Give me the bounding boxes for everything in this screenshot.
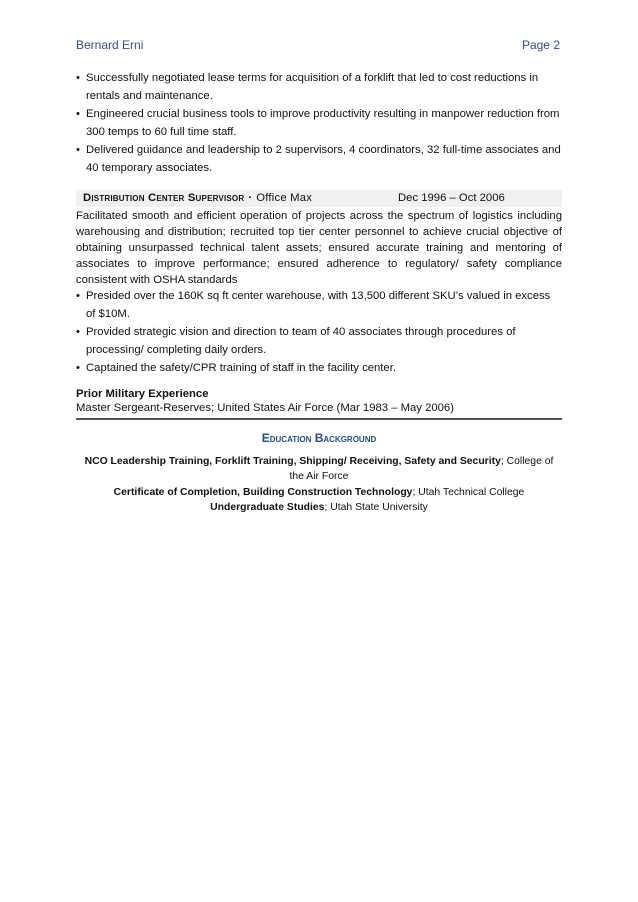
education-list xyxy=(76,454,562,516)
resume-content xyxy=(76,70,562,516)
job-company: Office Max xyxy=(256,192,313,204)
education-entry xyxy=(76,454,562,485)
education-entry-school: ; Utah Technical College xyxy=(412,486,525,498)
bullet-item: • Engineered crucial business tools to improve productivity resulting in manpower reduction from 300 temps to 60 full time staff. xyxy=(76,106,562,141)
education-entry xyxy=(76,485,562,501)
job-header-bar xyxy=(76,190,562,207)
bullet-item: • Captained the safety/CPR training of staff in the facility center. xyxy=(76,360,562,378)
bullet-item: • Delivered guidance and leadership to 2 supervisors, 4 coordinators, 32 full-time associates and 40 temporary associates. xyxy=(76,142,562,177)
job-separator: · xyxy=(248,192,253,204)
job-title: Distribution Center Supervisor xyxy=(83,192,245,204)
previous-job-bullets xyxy=(76,70,562,177)
education-entry-title: Undergraduate Studies xyxy=(210,502,325,513)
prior-military-heading: Prior Military Experience xyxy=(76,387,209,400)
education-entry-school: ; Utah State University xyxy=(324,502,428,513)
bullet-item: • Presided over the 160K sq ft center warehouse, with 13,500 different SKU’s valued in excess of $10M. xyxy=(76,288,562,323)
header-name: Bernard Erni xyxy=(76,38,144,52)
education-heading: Education Background xyxy=(261,430,377,445)
job-summary: Facilitated smooth and efficient operation of projects across the spectrum of logistics including warehousing and distribution; recruited top tier center personnel to achieve crucial objective of obtaining unsurpassed technical talent assets; ensured accurate training and mentoring of associates to improve performance; ensured adherence to regulatory/ safety compliance consistent with OSHA standards xyxy=(76,210,562,286)
education-entry-school: ; College of the Air Force xyxy=(289,455,554,482)
job-title-line xyxy=(83,190,312,207)
education-entry-title: NCO Leadership Training, Forklift Training, Shipping/ Receiving, Safety and Security xyxy=(84,455,501,467)
bullet-item: • Successfully negotiated lease terms for acquisition of a forklift that led to cost reductions in rentals and maintenance. xyxy=(76,70,562,105)
education-entry-title: Certificate of Completion, Building Construction Technology xyxy=(113,486,413,498)
education-entry xyxy=(76,500,562,516)
prior-military-detail: Master Sergeant-Reserves; United States Air Force (Mar 1983 – May 2006) xyxy=(76,401,562,420)
job-bullets xyxy=(76,288,562,378)
job-dates: Dec 1996 – Oct 2006 xyxy=(398,192,505,204)
header-page-number: Page 2 xyxy=(521,38,560,52)
bullet-item: • Provided strategic vision and direction to team of 40 associates through procedures of processing/ completing daily orders. xyxy=(76,324,562,359)
